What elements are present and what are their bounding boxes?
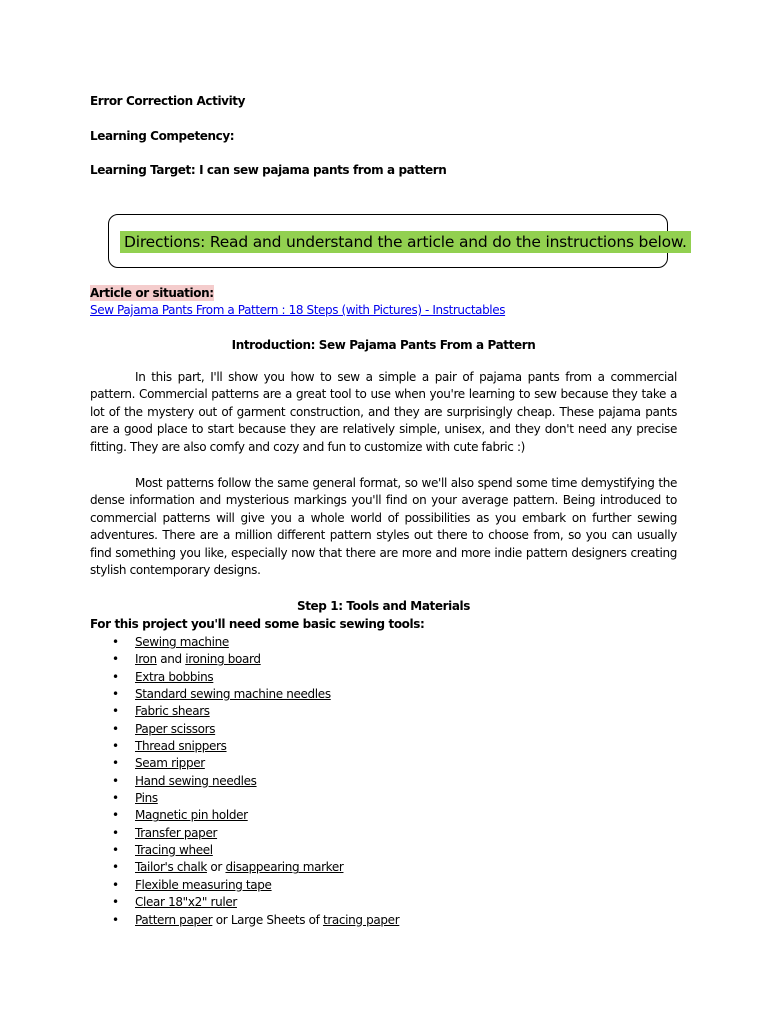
article-label: Article or situation: xyxy=(90,286,214,300)
tool-link[interactable]: Sewing machine xyxy=(135,635,229,649)
tool-link[interactable]: Seam ripper xyxy=(135,756,205,771)
tools-subheading: For this project you'll need some basic sewing tools: xyxy=(90,617,425,631)
bullet-icon: • xyxy=(112,912,119,927)
bullet-icon: • xyxy=(112,843,119,858)
tool-list-item xyxy=(90,686,399,703)
tool-list-item xyxy=(90,721,399,738)
tool-list-item xyxy=(90,790,399,807)
bullet-icon: • xyxy=(112,791,119,806)
tool-link[interactable]: Clear 18"x2" ruler xyxy=(135,895,237,910)
tool-link[interactable]: Standard sewing machine needles xyxy=(135,687,331,702)
intro-heading: Introduction: Sew Pajama Pants From a Pattern xyxy=(231,338,536,352)
tools-list xyxy=(90,634,399,929)
bullet-icon: • xyxy=(112,652,119,667)
tool-link[interactable]: Fabric shears xyxy=(135,704,210,719)
tool-list-item xyxy=(90,669,399,686)
bullet-icon: • xyxy=(112,808,119,823)
tool-list-item xyxy=(90,912,399,929)
tool-link[interactable]: Magnetic pin holder xyxy=(135,808,248,823)
bullet-icon: • xyxy=(112,704,119,719)
tool-list-item xyxy=(90,651,399,668)
bullet-icon: • xyxy=(112,721,119,736)
article-link[interactable]: Sew Pajama Pants From a Pattern : 18 Steps (with Pictures) - Instructables xyxy=(90,303,506,317)
bullet-icon: • xyxy=(112,895,119,910)
tool-link[interactable]: Pins xyxy=(135,791,158,806)
tool-separator-text: or Large Sheets of xyxy=(212,912,323,927)
intro-paragraph-2: Most patterns follow the same general format, so we'll also spend some time demystifying the dense information and mysterious markings you'll find on your average pattern. Being introduced to commercial patterns will give you a whole world of possibilities as you embark on further sewing adventures. There are a million different pattern styles out there to choose from, so you can usually find something you like, especially now that there are more and more indie pattern designers creating stylish contemporary designs. xyxy=(90,476,677,578)
tool-list-item xyxy=(90,634,399,651)
learning-target: Learning Target: I can sew pajama pants from a pattern xyxy=(90,163,447,177)
tool-list-item xyxy=(90,859,399,876)
bullet-icon: • xyxy=(112,773,119,788)
intro-paragraph-1: In this part, I'll show you how to sew a simple a pair of pajama pants from a commercial pattern. Commercial patterns are a great tool to use when you're learning to sew because they take a lot of the mystery out of garment construction, and they are surprisingly cheap. These pajama pants are a good place to start because they are relatively simple, unisex, and they don't need any precise fitting. They are also comfy and cozy and fun to customize with cute fabric :) xyxy=(90,370,677,454)
bullet-icon: • xyxy=(112,756,119,771)
tool-link[interactable]: Tracing wheel xyxy=(135,843,213,858)
tool-separator-text: or xyxy=(206,860,226,875)
tool-list-item xyxy=(90,703,399,720)
tool-list-item xyxy=(90,894,399,911)
tool-list-item xyxy=(90,773,399,790)
tool-list-item xyxy=(90,825,399,842)
bullet-icon: • xyxy=(112,739,119,754)
tool-link[interactable]: Extra bobbins xyxy=(135,669,214,684)
bullet-icon: • xyxy=(112,825,119,840)
tool-link[interactable]: tracing paper xyxy=(322,912,400,927)
activity-title: Error Correction Activity xyxy=(90,94,246,108)
tool-link[interactable]: Flexible measuring tape xyxy=(135,877,272,892)
tool-link[interactable]: ironing board xyxy=(185,652,261,667)
tool-link[interactable]: Tailor's chalk xyxy=(135,860,207,875)
tool-list-item xyxy=(90,877,399,894)
tool-list-item xyxy=(90,842,399,859)
tool-link[interactable]: Pattern paper xyxy=(135,912,213,927)
tool-link[interactable]: Iron xyxy=(135,652,157,667)
tool-separator-text: and xyxy=(156,652,186,667)
tool-link[interactable]: Transfer paper xyxy=(135,825,218,840)
bullet-icon: • xyxy=(112,669,119,684)
tool-link[interactable]: Hand sewing needles xyxy=(135,773,257,788)
tool-list-item xyxy=(90,807,399,824)
bullet-icon: • xyxy=(112,860,119,875)
tool-list-item xyxy=(90,755,399,772)
learning-competency: Learning Competency: xyxy=(90,129,235,143)
bullet-icon: • xyxy=(112,877,119,892)
tool-link[interactable]: Thread snippers xyxy=(135,739,227,754)
tool-link[interactable]: Paper scissors xyxy=(135,721,216,736)
bullet-icon: • xyxy=(112,635,119,649)
directions-text: Directions: Read and understand the article and do the instructions below. xyxy=(120,231,691,253)
bullet-icon: • xyxy=(112,687,119,702)
step1-heading: Step 1: Tools and Materials xyxy=(296,599,471,613)
tool-list-item xyxy=(90,738,399,755)
tool-link[interactable]: disappearing marker xyxy=(225,860,344,875)
